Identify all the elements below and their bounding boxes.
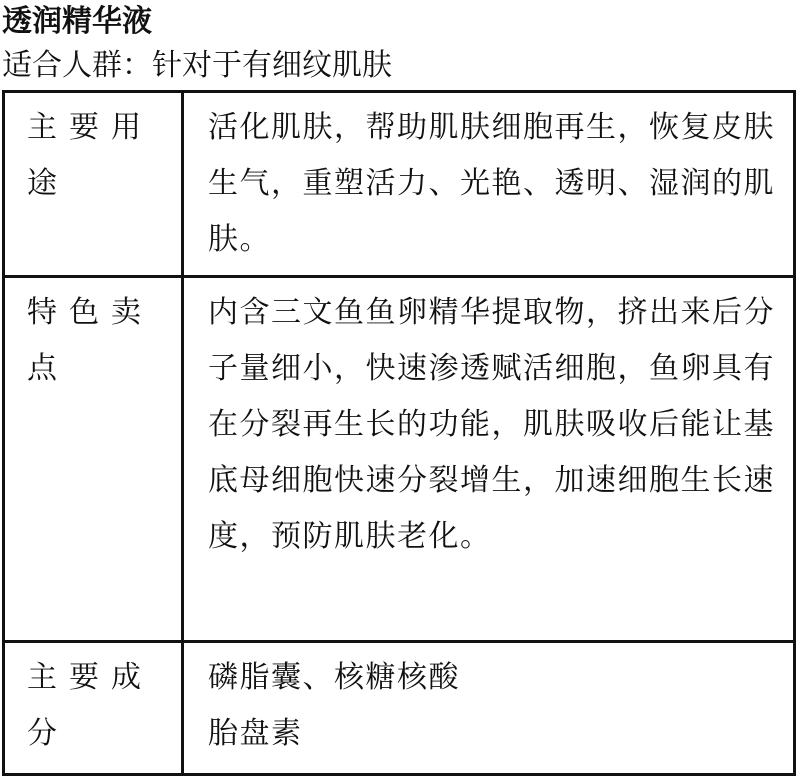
ingredient-line: 磷脂囊、核糖核酸 [208,660,460,695]
spec-table [2,90,796,776]
ingredient-line: 胎盘素 [208,716,303,751]
label-cell [4,277,183,642]
row-content-features: 内含三文鱼鱼卵精华提取物，挤出来后分子量细小，快速渗透赋活细胞，鱼卵具有在分裂再生长的功能，肌肤吸收后能让基底母细胞快速分裂增生，加速细胞生长速度，预防肌肤老化。 [208,295,775,554]
row-label-features: 特色卖点 [27,295,153,386]
table-row-ingredients [4,642,795,775]
target-audience: 适合人群：针对于有细纹肌肤 [2,48,392,83]
product-title: 透润精华液 [2,4,152,39]
table-row-usage [4,92,795,277]
table-row-features [4,277,795,642]
label-cell [4,92,183,277]
content-cell [183,277,795,642]
content-cell [183,92,795,277]
row-label-ingredients: 主要成分 [27,660,153,751]
row-content-ingredients [184,643,793,762]
content-cell [183,642,795,775]
row-label-usage: 主要用途 [27,110,153,201]
label-cell [4,642,183,775]
row-content-usage: 活化肌肤，帮助肌肤细胞再生，恢复皮肤生气，重塑活力、光艳、透明、湿润的肌肤。 [208,110,775,257]
